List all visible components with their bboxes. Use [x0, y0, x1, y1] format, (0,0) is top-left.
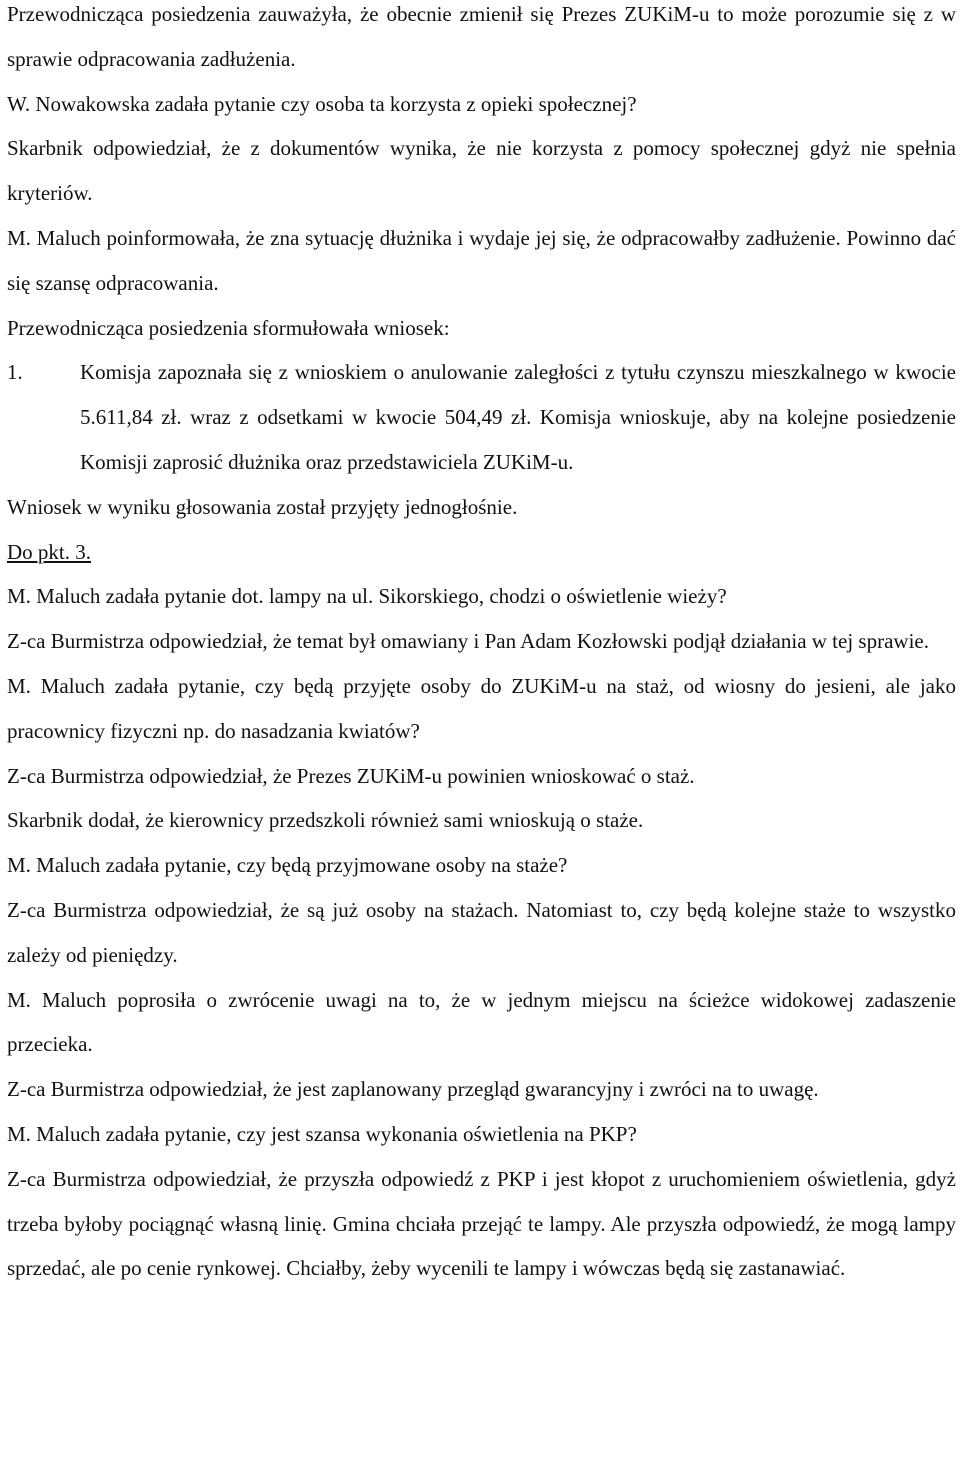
- paragraph-discussion-7: Z-ca Burmistrza odpowiedział, że są już osoby na stażach. Natomiast to, czy będą kolejne staże to wszystko zależy od pieniędzy.: [7, 897, 956, 967]
- motion-list-item: [7, 350, 956, 484]
- paragraph-discussion-5: Skarbnik dodał, że kierownicy przedszkoli również sami wnioskują o staże.: [7, 808, 644, 833]
- motion-text: Komisja zapoznała się z wnioskiem o anulowanie zaległości z tytułu czynszu mieszkalnego w kwocie 5.611,84 zł. wraz z odsetkami w kwocie 504,49 zł. Komisja wnioskuje, aby na kolejne posiedzenie Komisji zaprosić dłużnika oraz przedstawiciela ZUKiM-u.: [80, 360, 956, 474]
- paragraph-discussion-8: M. Maluch poprosiła o zwrócenie uwagi na to, że w jednym miejscu na ścieżce widokowej zadaszenie przecieka.: [7, 987, 956, 1057]
- section-heading: [7, 530, 956, 575]
- section-heading-text: Do pkt. 3.: [7, 539, 91, 564]
- vote-result: Wniosek w wyniku głosowania został przyjęty jednogłośnie.: [7, 494, 518, 519]
- paragraph-intro-4: M. Maluch poinformowała, że zna sytuację dłużnika i wydaje jej się, że odpracowałby zadłużenie. Powinno dać się szansę odpracowania.: [7, 225, 956, 295]
- paragraph-discussion-4: Z-ca Burmistrza odpowiedział, że Prezes ZUKiM-u powinien wnioskować o staż.: [7, 763, 695, 788]
- paragraph-intro-5: Przewodnicząca posiedzenia sformułowała wniosek:: [7, 315, 450, 340]
- paragraph-discussion-3: M. Maluch zadała pytanie, czy będą przyjęte osoby do ZUKiM-u na staż, od wiosny do jesieni, ale jako pracownicy fizyczni np. do nasadzania kwiatów?: [7, 673, 956, 743]
- paragraph-intro-3: Skarbnik odpowiedział, że z dokumentów wynika, że nie korzysta z pomocy społecznej gdyż nie spełnia kryteriów.: [7, 136, 956, 206]
- motion-number: 1.: [7, 360, 23, 385]
- paragraph-discussion-6: M. Maluch zadała pytanie, czy będą przyjmowane osoby na staże?: [7, 853, 568, 878]
- paragraph-intro-1: Przewodnicząca posiedzenia zauważyła, że obecnie zmienił się Prezes ZUKiM-u to może porozumie się z w sprawie odpracowania zadłużenia.: [7, 2, 956, 71]
- paragraph-discussion-10: M. Maluch zadała pytanie, czy jest szansa wykonania oświetlenia na PKP?: [7, 1121, 637, 1146]
- paragraph-discussion-2: Z-ca Burmistrza odpowiedział, że temat był omawiany i Pan Adam Kozłowski podjął działania w tej sprawie.: [7, 629, 929, 654]
- paragraph-discussion-1: M. Maluch zadała pytanie dot. lampy na ul. Sikorskiego, chodzi o oświetlenie wieży?: [7, 584, 727, 609]
- paragraph-intro-2: W. Nowakowska zadała pytanie czy osoba ta korzysta z opieki społecznej?: [7, 91, 637, 116]
- paragraph-discussion-9: Z-ca Burmistrza odpowiedział, że jest zaplanowany przegląd gwarancyjny i zwróci na to uwagę.: [7, 1077, 819, 1102]
- paragraph-discussion-11: Z-ca Burmistrza odpowiedział, że przyszła odpowiedź z PKP i jest kłopot z uruchomieniem oświetlenia, gdyż trzeba byłoby pociągnąć własną linię. Gmina chciała przejąć te lampy. Ale przyszła odpowiedź, że mogą lampy sprzedać, ale po cenie rynkowej. Chciałby, żeby wycenili te lampy i wówczas będą się zastanawiać.: [7, 1166, 956, 1281]
